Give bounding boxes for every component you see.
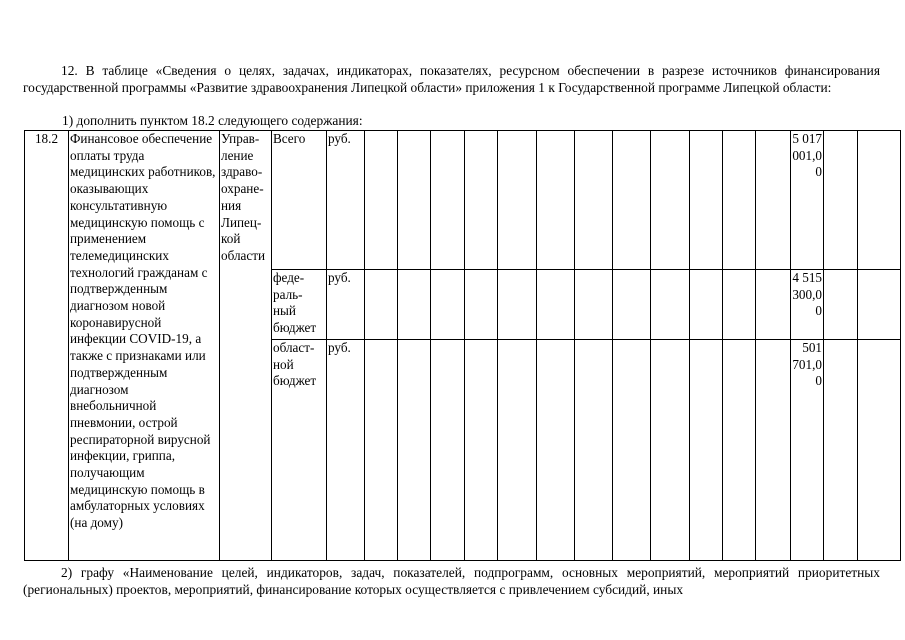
amount: 501 701,00 xyxy=(791,340,824,561)
amount: 5 017 001,00 xyxy=(791,131,824,270)
funding-source: Всего xyxy=(272,131,327,270)
funding-source: феде-раль-ный бюджет xyxy=(272,270,327,340)
intro-paragraph: 12. В таблице «Сведения о целях, задачах, индикаторах, показателях, ресурсном обеспечении в разрезе источников финансирования государственной программы «Развитие здравоохранения Липецкой области» приложения 1 к Государственной программе Липецкой области: xyxy=(23,63,880,95)
continuation-paragraph: 2) графу «Наименование целей, индикаторов, задач, показателей, подпрограмм, основных мероприятий, мероприятий приоритетных (региональных) проектов, мероприятий, финансирование которых осуществляется с привлечением субсидий, иных xyxy=(23,565,880,597)
unit: руб. xyxy=(327,340,365,561)
table-row xyxy=(25,131,901,270)
unit: руб. xyxy=(327,131,365,270)
amount: 4 515 300,00 xyxy=(791,270,824,340)
funding-source: област-ной бюджет xyxy=(272,340,327,561)
item-number: 18.2 xyxy=(25,131,69,561)
program-table xyxy=(24,130,901,561)
item-executor: Управ-ление здраво-охране-ния Липец-кой области xyxy=(220,131,272,561)
item-name: Финансовое обеспечение оплаты труда медицинских работников, оказывающих консультативную медицинскую помощь с применением телемедицинских технологий гражданам с подтвержденным диагнозом новой коронавирусной инфекции COVID-19, а также с признаками или подтвержденным диагнозом внебольничной пневмонии, острой респираторной вирусной инфекции, гриппа, получающим медицинскую помощь в амбулаторных условиях (на дому) xyxy=(69,131,220,561)
unit: руб. xyxy=(327,270,365,340)
intro-subline: 1) дополнить пунктом 18.2 следующего содержания: xyxy=(62,113,363,128)
